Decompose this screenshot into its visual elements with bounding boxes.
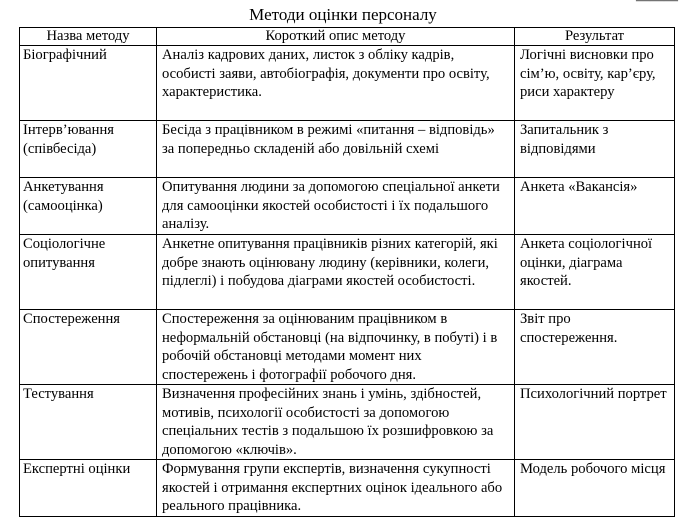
table-title: Методи оцінки персоналу <box>249 5 437 24</box>
method-description-cell: Опитування людини за допомогою спеціальної анкети для самооцінки якостей особистості і їх подальшого аналізу. <box>157 178 515 235</box>
method-description-cell: Формування групи експертів, визначення сукупності якостей і отримання експертних оцінок ідеального або реального працівника. <box>157 460 515 517</box>
method-description-cell: Анкетне опитування працівників різних категорій, які добре знають оцінювану людину (керівники, колеги, підлеглі) і побудова діаграми якостей особистості. <box>157 235 515 310</box>
table-row <box>20 385 675 460</box>
column-header-result: Результат <box>515 28 675 46</box>
method-result-cell: Логічні висновки про сім’ю, освіту, кар’єру, риси характеру <box>515 46 675 121</box>
table-header-row <box>20 28 675 46</box>
method-result-cell: Звіт про спостереження. <box>515 310 675 385</box>
method-name-cell: Біографічний <box>20 46 157 121</box>
method-result-cell: Психологічний портрет <box>515 385 675 460</box>
method-result-cell: Анкета «Вакансія» <box>515 178 675 235</box>
method-result-cell: Анкета соціологічної оцінки, діаграма якостей. <box>515 235 675 310</box>
method-description-cell: Спостереження за оцінюваним працівником в неформальній обстановці (на відпочинку, в побуті) і в робочій обстановці методами момент них спостережень і фотографії робочого дня. <box>157 310 515 385</box>
method-name-cell: Спостереження <box>20 310 157 385</box>
table-row <box>20 178 675 235</box>
method-description-cell: Визначення професійних знань і умінь, здібностей, мотивів, психології особистості за допомогою спеціальних тестів з подальшою їх розшифровкою за допомогою «ключів». <box>157 385 515 460</box>
method-name-cell: Інтерв’ювання (співбесіда) <box>20 121 157 178</box>
method-name-cell: Тестування <box>20 385 157 460</box>
method-result-cell: Модель робочого місця <box>515 460 675 517</box>
method-result-cell: Запитальник з відповідями <box>515 121 675 178</box>
table-row <box>20 46 675 121</box>
table-row <box>20 460 675 517</box>
method-name-cell: Експертні оцінки <box>20 460 157 517</box>
methods-table <box>19 27 675 517</box>
column-header-name: Назва методу <box>20 28 157 46</box>
method-name-cell: Анкетування (самооцінка) <box>20 178 157 235</box>
table-row <box>20 121 675 178</box>
method-name-cell: Соціологічне опитування <box>20 235 157 310</box>
method-description-cell: Бесіда з працівником в режимі «питання – відповідь» за попередньо складеній або довільній схемі <box>157 121 515 178</box>
table-row <box>20 235 675 310</box>
column-header-description: Короткий опис методу <box>157 28 515 46</box>
method-description-cell: Аналіз кадрових даних, листок з обліку кадрів, особисті заяви, автобіографія, документи про освіту, характеристика. <box>157 46 515 121</box>
page-corner-fragment: ——— <box>636 0 678 8</box>
table-row <box>20 310 675 385</box>
